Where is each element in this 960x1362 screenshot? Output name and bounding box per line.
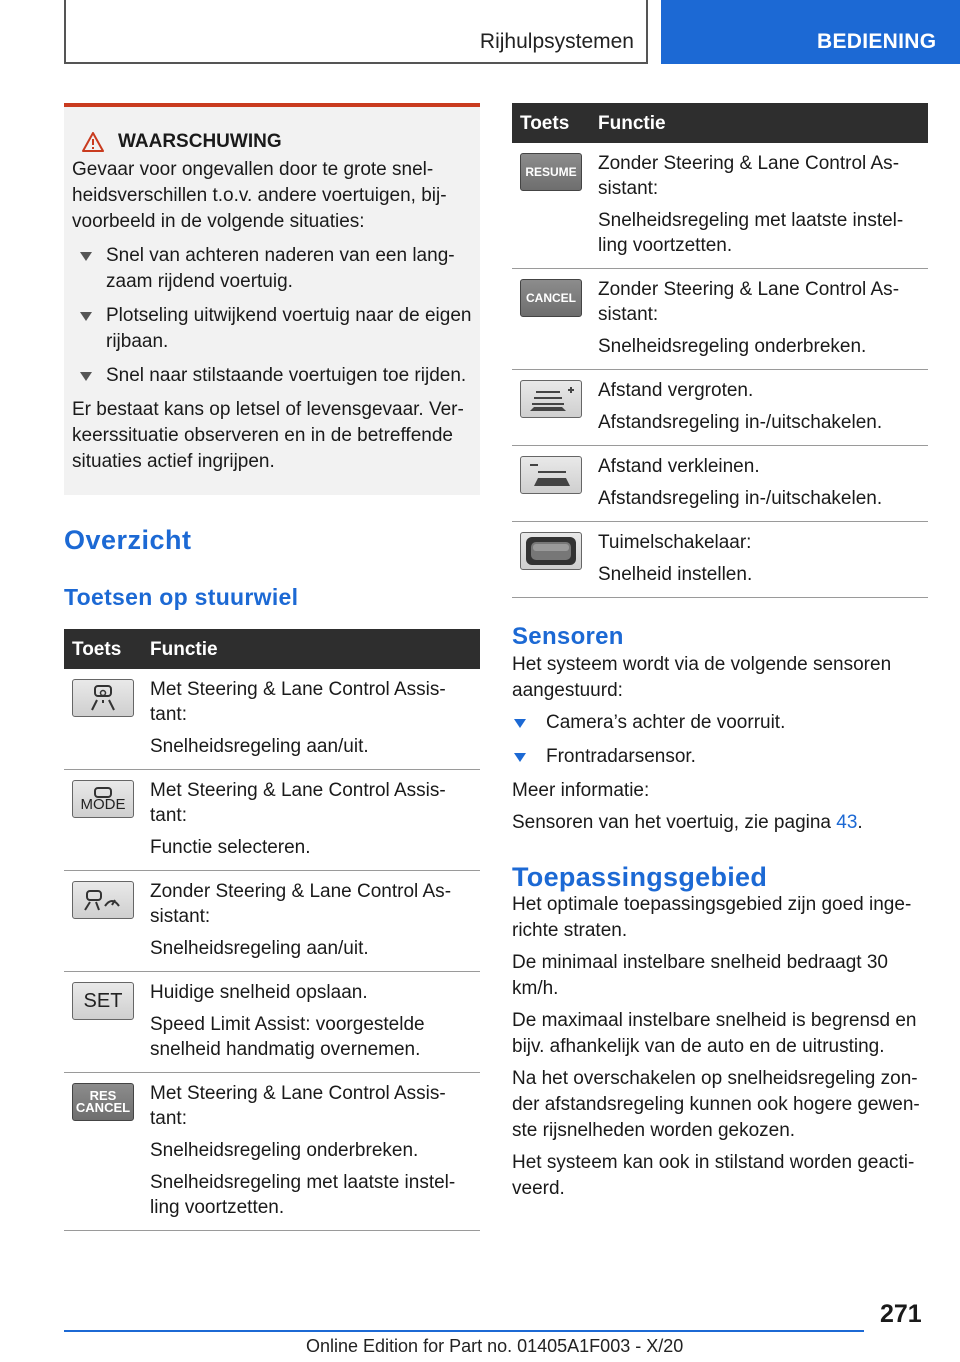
right-column (512, 103, 928, 1208)
sensors-heading: Sensoren (512, 623, 624, 650)
sensors-section (512, 624, 928, 1202)
sensors-list (512, 710, 928, 770)
page-number: 271 (880, 1300, 922, 1328)
edition-text: Online Edition for Part no. 01405A1F003 - X/20 (306, 1336, 684, 1356)
bullet-triangle-icon (80, 312, 92, 321)
cruise-control-icon (72, 881, 134, 919)
list-item: Plotseling uitwijkend voertuig naar de eigen rijbaan. (72, 303, 472, 355)
list-item: Camera’s achter de voorruit. (512, 710, 928, 736)
bullet-triangle-icon (80, 372, 92, 381)
table-row: Afstand vergroten. Afstandsregeling in-/uitschakelen. (512, 370, 928, 446)
list-item: Frontradarsensor. (512, 744, 928, 770)
more-info-label: Meer informatie: (512, 780, 650, 801)
resume-key-icon: RESUME (520, 153, 582, 191)
warning-box (64, 103, 480, 495)
col-header-key: Toets (512, 103, 590, 143)
sensor-reference: Sensoren van het voertuig, zie pagina 43. (512, 812, 863, 833)
list-item: Snel naar stilstaande voertuigen toe rijden. (72, 363, 472, 389)
warning-triangle-icon (82, 132, 104, 152)
page-link[interactable]: 43 (836, 812, 858, 833)
paragraph: De maximaal instelbare snelheid is begrensd en bijv. afhankelijk van de auto en de uitrusting. (512, 1010, 917, 1057)
table-row: CANCEL Zonder Steering & Lane Control Assistant: Snelheidsregeling onderbreken. (512, 269, 928, 370)
table-row: RESUME Zonder Steering & Lane Control Assistant: Snelheidsregeling met laatste instelling voortzetten. (512, 143, 928, 269)
col-header-function: Functie (142, 629, 480, 669)
set-key-icon: SET (72, 982, 134, 1020)
table-row: Zonder Steering & Lane Control Assistant: Snelheidsregeling aan/uit. (64, 871, 480, 972)
bullet-triangle-icon (514, 719, 526, 728)
warning-list (72, 243, 472, 389)
footer-divider (64, 1330, 864, 1332)
distance-decrease-icon (520, 456, 582, 494)
header-section-box (64, 0, 648, 64)
table-row: Afstand verkleinen. Afstandsregeling in-/uitschakelen. (512, 446, 928, 522)
paragraph: Het optimale toepassingsgebied zijn goed ingerichte straten. (512, 894, 912, 941)
mode-key-icon: MODE (72, 780, 134, 818)
table-row: SET Huidige snelheid opslaan. Speed Limit Assist: voorgestelde snelheid handmatig overnemen. (64, 972, 480, 1073)
buttons-table-left (64, 629, 480, 1231)
chapter-tab[interactable] (661, 0, 960, 64)
steering-assist-icon (72, 679, 134, 717)
paragraph: De minimaal instelbare snelheid bedraagt 30 km/h. (512, 952, 889, 999)
overview-heading: Overzicht (64, 525, 192, 555)
chapter-title: BEDIENING (817, 30, 937, 53)
col-header-key: Toets (64, 629, 142, 669)
bullet-triangle-icon (80, 252, 92, 261)
section-title: Rijhulpsystemen (479, 30, 634, 53)
res-cancel-key-icon: RES CANCEL (72, 1083, 134, 1121)
table-row: RES CANCEL Met Steering & Lane Control Assistant: Snelheidsregeling onderbreken. Snelheidsregeling met laatste instelling voortzetten. (64, 1073, 480, 1231)
steering-buttons-heading: Toetsen op stuurwiel (64, 584, 299, 610)
buttons-table-right (512, 103, 928, 598)
table-row: Met Steering & Lane Control Assistant: Snelheidsregeling aan/uit. (64, 669, 480, 770)
list-item: Snel van achteren naderen van een langzaam rijdend voertuig. (72, 243, 472, 295)
sensors-intro: Het systeem wordt via de volgende sensoren aangestuurd: (512, 654, 892, 701)
cancel-key-icon: CANCEL (520, 279, 582, 317)
warning-title: WAARSCHUWING (118, 131, 282, 152)
distance-increase-icon (520, 380, 582, 418)
warning-intro: Gevaar voor ongevallen door te grote snelheidsverschillen t.o.v. andere voertuigen, bijvoorbeeld in de volgende situaties: (72, 159, 447, 232)
bullet-triangle-icon (514, 753, 526, 762)
application-heading: Toepassingsgebied (512, 862, 768, 892)
left-column (64, 103, 480, 1231)
paragraph: Het systeem kan ook in stilstand worden geactiveerd. (512, 1152, 915, 1199)
rocker-switch-icon (520, 532, 582, 570)
col-header-function: Functie (590, 103, 928, 143)
table-row: Tuimelschakelaar: Snelheid instellen. (512, 522, 928, 598)
table-row: MODE Met Steering & Lane Control Assistant: Functie selecteren. (64, 770, 480, 871)
paragraph: Na het overschakelen op snelheidsregeling zonder afstandsregeling kunnen ook hogere gewenste rijsnelheden worden gekozen. (512, 1068, 920, 1141)
warning-outro: Er bestaat kans op letsel of levensgevaar. Verkeerssituatie observeren en in de betreffende situaties actief ingrijpen. (72, 399, 464, 472)
